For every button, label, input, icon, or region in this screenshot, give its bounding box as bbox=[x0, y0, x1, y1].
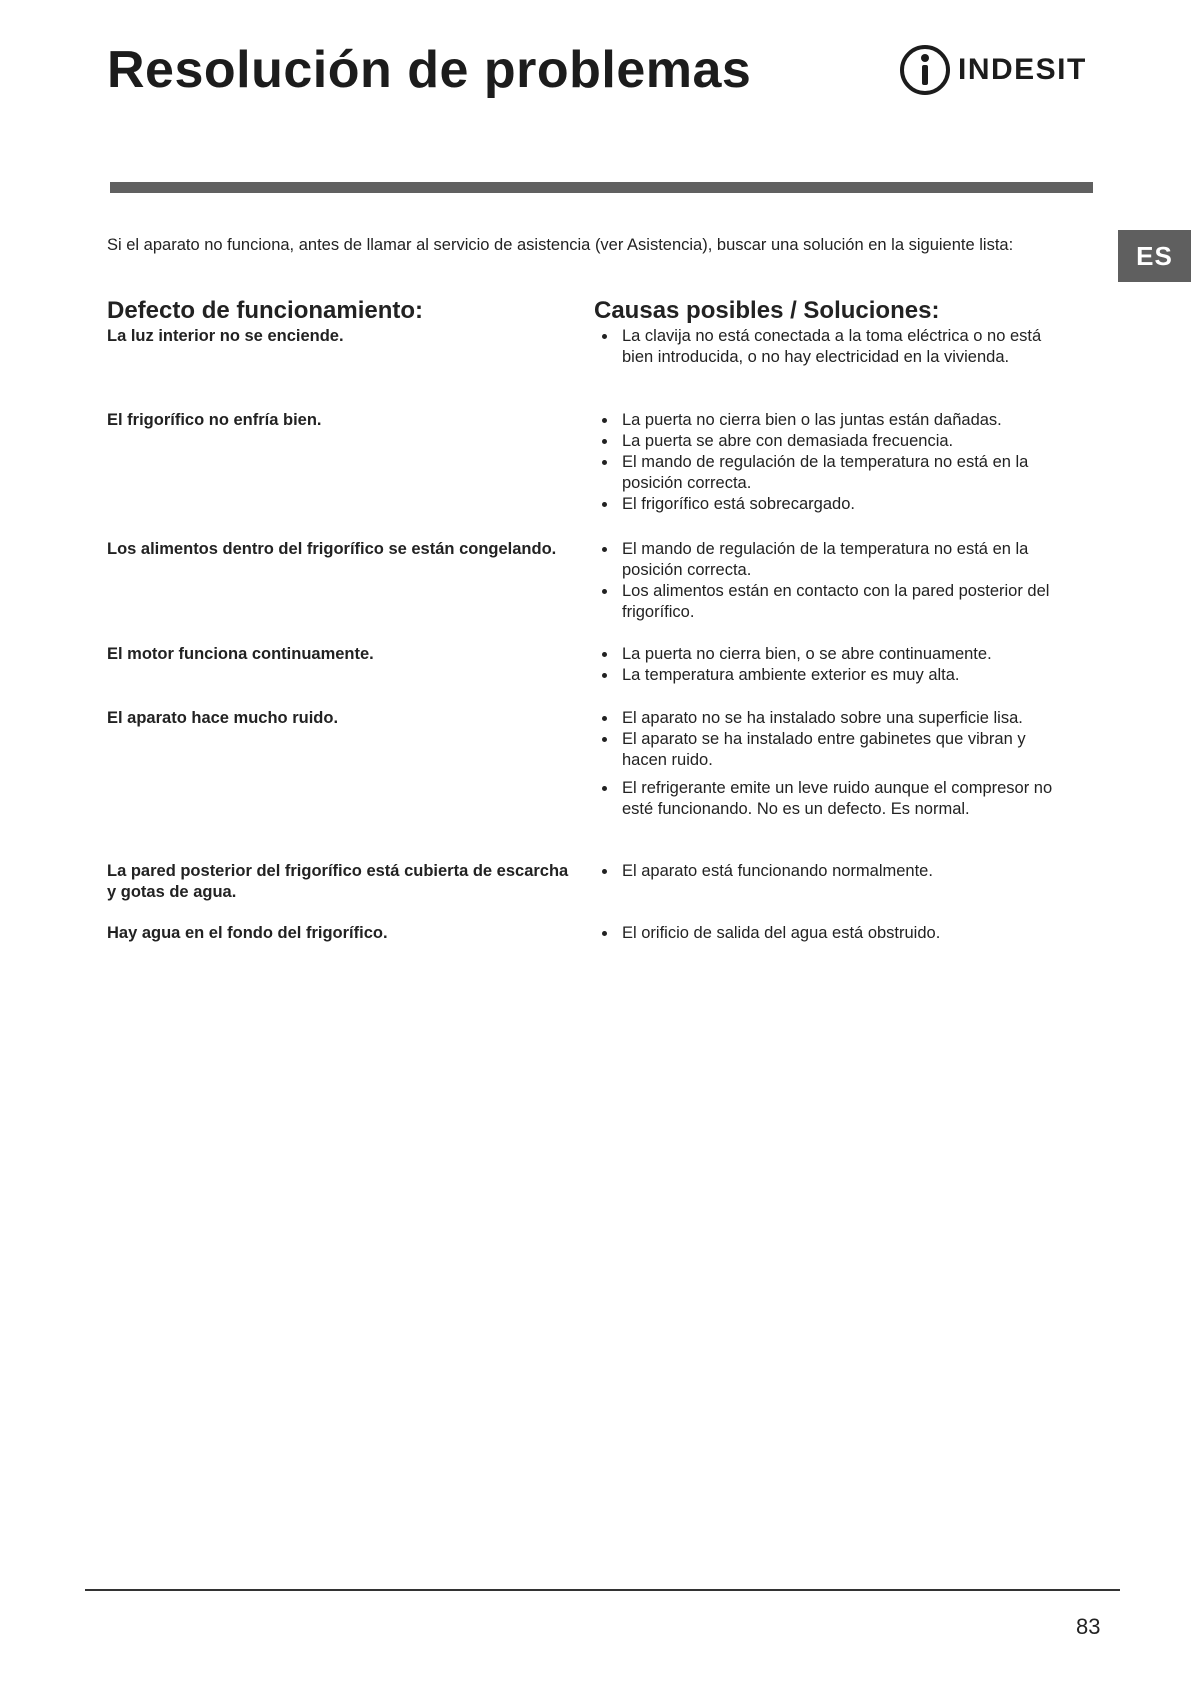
footer-divider bbox=[85, 1589, 1120, 1591]
page-number: 83 bbox=[1076, 1614, 1101, 1639]
cause-item: La temperatura ambiente exterior es muy alta. bbox=[594, 665, 1074, 686]
cause-item: El mando de regulación de la temperatura no está en la posición correcta. bbox=[594, 539, 1074, 581]
cause-list bbox=[594, 708, 1074, 820]
problem-text: La luz interior no se enciende. bbox=[107, 327, 344, 345]
problem-text: El frigorífico no enfría bien. bbox=[107, 411, 322, 429]
cause-list bbox=[594, 539, 1074, 623]
language-tab: ES bbox=[1118, 230, 1191, 282]
cause-item: La puerta no cierra bien, o se abre continuamente. bbox=[594, 644, 1074, 665]
cause-list bbox=[594, 326, 1074, 368]
problem-text: El motor funciona continuamente. bbox=[107, 645, 374, 663]
cause-list bbox=[594, 923, 1074, 944]
intro-text: Si el aparato no funciona, antes de llamar al servicio de asistencia (ver Asistencia), buscar una solución en la siguiente lista: bbox=[107, 236, 1014, 254]
problems-column-heading: Defecto de funcionamiento: bbox=[107, 297, 424, 324]
solutions-column-heading: Causas posibles / Soluciones: bbox=[594, 297, 940, 324]
brand-wordmark: INDESIT bbox=[958, 53, 1087, 86]
cause-list bbox=[594, 644, 1074, 686]
header-divider bbox=[110, 182, 1093, 193]
problem-text: Hay agua en el fondo del frigorífico. bbox=[107, 924, 388, 942]
indesit-logo bbox=[900, 40, 1105, 100]
cause-item: El refrigerante emite un leve ruido aunque el compresor no esté funcionando. No es un defecto. Es normal. bbox=[594, 778, 1074, 820]
problem-text: El aparato hace mucho ruido. bbox=[107, 709, 339, 727]
cause-item: El aparato se ha instalado entre gabinetes que vibran y hacen ruido. bbox=[594, 729, 1074, 771]
cause-item: La clavija no está conectada a la toma eléctrica o no está bien introducida, o no hay electricidad en la vivienda. bbox=[594, 326, 1074, 368]
info-icon bbox=[900, 45, 950, 95]
cause-item: La puerta no cierra bien o las juntas están dañadas. bbox=[594, 410, 1074, 431]
cause-list bbox=[594, 861, 1074, 882]
cause-item: La puerta se abre con demasiada frecuencia. bbox=[594, 431, 1074, 452]
problem-text: La pared posterior del frigorífico está cubierta de escarcha y gotas de agua. bbox=[107, 862, 569, 901]
problem-text: Los alimentos dentro del frigorífico se están congelando. bbox=[107, 540, 557, 558]
cause-item: El mando de regulación de la temperatura no está en la posición correcta. bbox=[594, 452, 1074, 494]
cause-item: El aparato está funcionando normalmente. bbox=[594, 861, 1074, 882]
page-title: Resolución de problemas bbox=[107, 41, 752, 99]
cause-item: El frigorífico está sobrecargado. bbox=[594, 494, 1074, 515]
cause-item: El aparato no se ha instalado sobre una superficie lisa. bbox=[594, 708, 1074, 729]
cause-list bbox=[594, 410, 1074, 515]
cause-item: Los alimentos están en contacto con la pared posterior del frigorífico. bbox=[594, 581, 1074, 623]
cause-item: El orificio de salida del agua está obstruido. bbox=[594, 923, 1074, 944]
